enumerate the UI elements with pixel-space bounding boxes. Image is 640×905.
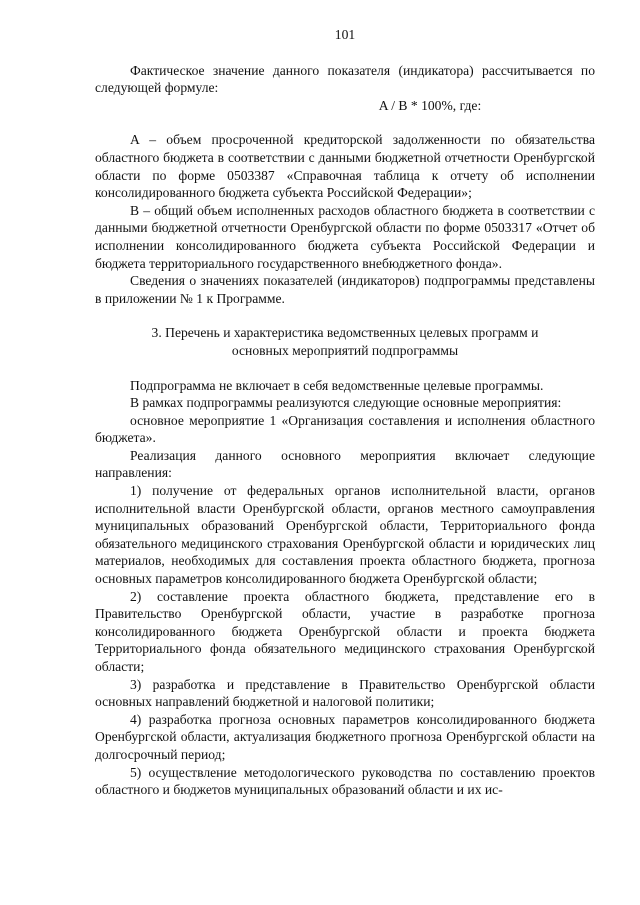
list-item: 4) разработка прогноза основных параметров консолидированного бюджета Оренбургской области, актуализация бюджетного прогноза Оренбургской области на долгосрочный период;: [95, 711, 595, 762]
indicators-reference: Сведения о значениях показателей (индикаторов) подпрограммы представлены в приложении № 1 к Программе.: [95, 273, 595, 306]
formula-intro-paragraph: Фактическое значение данного показателя (индикатора) рассчитывается по следующей формуле:: [95, 62, 595, 96]
list-item: 3) разработка и представление в Правительство Оренбургской области основных направлений бюджетной и налоговой политики;: [95, 676, 595, 710]
list-item: 1) получение от федеральных органов исполнительной власти, органов исполнительной власти Оренбургской области, органов местного самоуправления муниципальных образований Оренбургской области, Территориального фонда обязательного медицинского страхования Оренбургской области и юридических лиц материалов, необходимых для составления проекта областного бюджета, прогноза основных параметров консолидированного бюджета Оренбургской области;: [95, 483, 595, 587]
section-heading: 3. Перечень и характеристика ведомственных целевых программ и основных мероприятий подпрограммы: [151, 325, 539, 358]
list-item: 2) составление проекта областного бюджета, представление его в Правительство Оренбургской области, участие в разработке прогноза консолидированного бюджета Оренбургской области и проекта бюджета Территориального фонда обязательного медицинского страхования Оренбургской области;: [95, 588, 595, 674]
definition-a: A – объем просроченной кредиторской задолженности по обязательства областного бюджета в соответствии с данными бюджетной отчетности Оренбургской области по форме 0503387 «Справочная таблица к отчету об исполнении консолидированного бюджета субъекта Российской Федерации»;: [95, 132, 595, 201]
body-paragraph: основное мероприятие 1 «Организация составления и исполнения областного бюджета».: [95, 412, 595, 446]
body-paragraph: В рамках подпрограммы реализуются следующие основные мероприятия:: [130, 395, 562, 411]
document-page: [95, 26, 595, 799]
page-number: 101: [334, 27, 356, 42]
body-paragraph: Реализация данного основного мероприятия включает следующие направления:: [95, 447, 595, 481]
body-paragraph: Подпрограмма не включает в себя ведомственные целевые программы.: [130, 377, 544, 393]
formula: A / B * 100%, где:: [378, 97, 482, 113]
list-item: 5) осуществление методологического руководства по составлению проектов областного и бюджетов муниципальных образований области и их ис-: [95, 764, 595, 798]
definition-b: B – общий объем исполненных расходов областного бюджета в соответствии с данными бюджетной отчетности Оренбургской области по форме 0503317 «Отчет об исполнении консолидированного бюджета субъекта Российской Федерации и бюджета территориального государственного внебюджетного фонда».: [95, 202, 595, 271]
